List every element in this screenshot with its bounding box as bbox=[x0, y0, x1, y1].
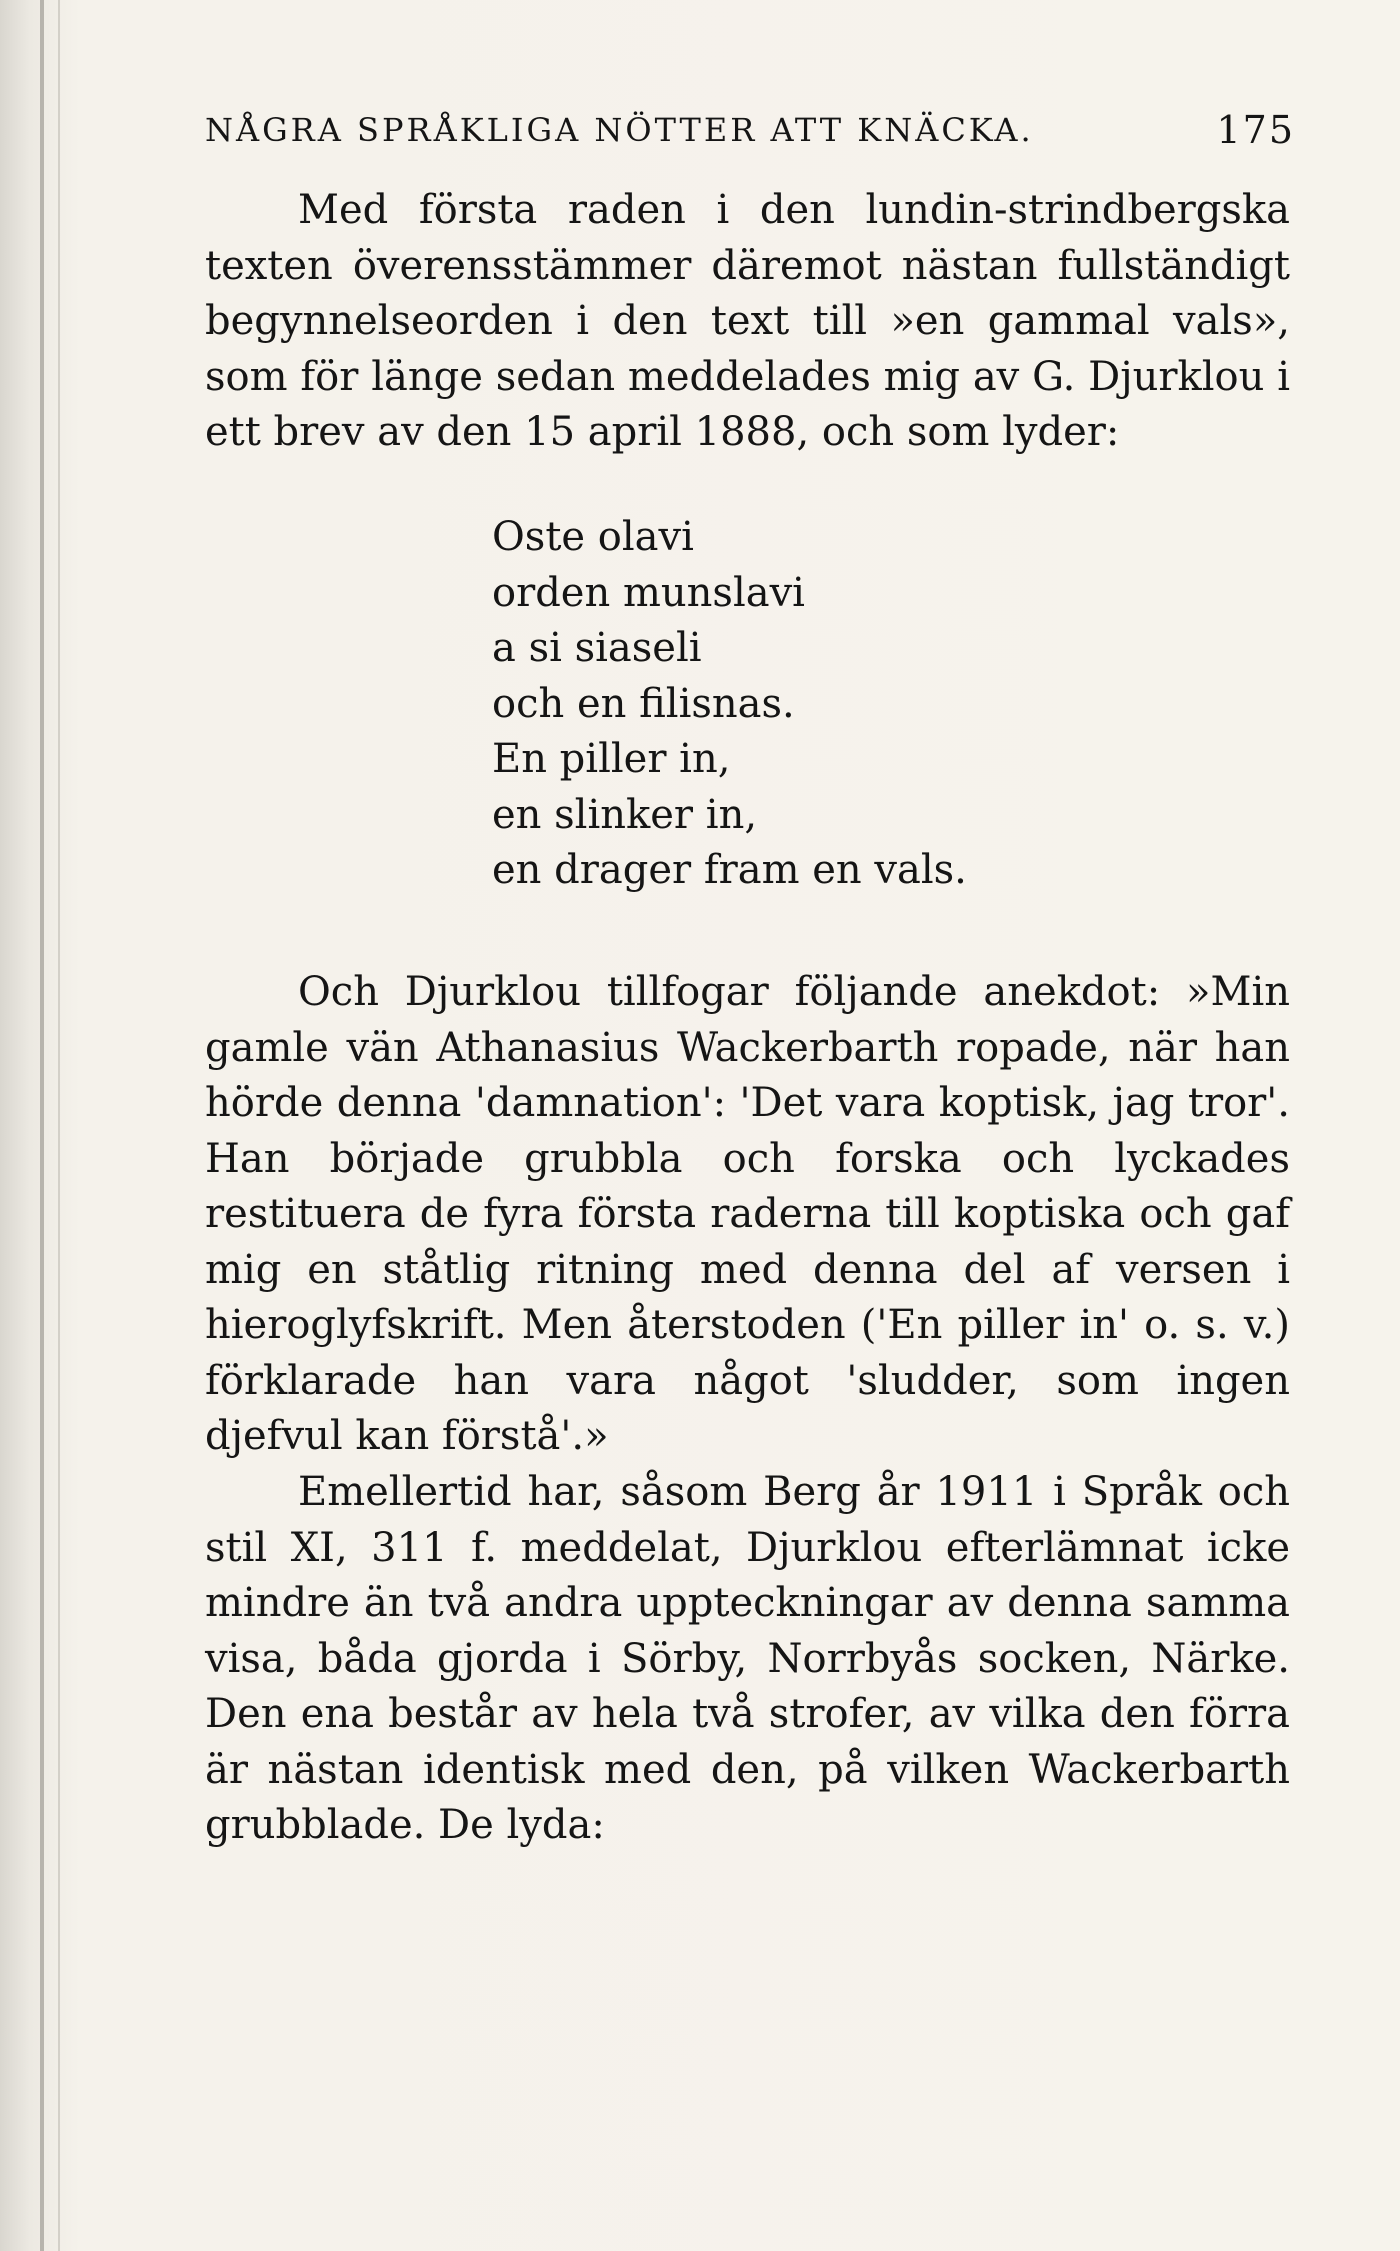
paragraph-1 bbox=[205, 183, 1290, 461]
verse-line: orden munslavi bbox=[492, 569, 805, 616]
verse-line: och en filisnas. bbox=[492, 680, 795, 727]
paragraph-2 bbox=[205, 965, 1290, 1465]
page-header bbox=[205, 100, 1295, 160]
verse-line: en drager fram en vals. bbox=[492, 847, 967, 893]
running-head: NÅGRA SPRÅKLIGA NÖTTER ATT KNÄCKA. bbox=[205, 111, 1034, 149]
verse-line: en slinker in, bbox=[492, 791, 758, 838]
page-number: 175 bbox=[1216, 108, 1295, 152]
verse-line: Oste olavi bbox=[492, 514, 694, 560]
paragraph-3-text: Emellertid har, såsom Berg år 1911 i Språk och stil XI, 311 f. meddelat, Djurklou efterlämnat icke mindre än två andra uppteckningar av denna samma visa, båda gjorda i Sörby, Norrbyås socken, Närke. Den ena består av hela två strofer, av vilka den förra är nästan identisk med den, på vilken Wackerbarth grubblade. De lyda: bbox=[205, 1469, 1290, 1848]
binding-edge-shadow bbox=[58, 0, 60, 2251]
paragraph-1-text: Med första raden i den lundin-strindbergska texten överensstämmer däremot nästan fullständigt begynnelseorden i den text till »en gammal vals», som för länge sedan meddelades mig av G. Djurklou i ett brev av den 15 april 1888, och som lyder: bbox=[205, 187, 1290, 455]
verse-line: En piller in, bbox=[492, 736, 731, 782]
paragraph-2-text: Och Djurklou tillfogar följande anekdot: »Min gamle vän Athanasius Wackerbarth ropade, när han hörde denna 'damnation': 'Det vara koptisk, jag tror'. Han började grubbla och forska och lyckades restituera de fyra första raderna till koptiska och gaf mig en ståtlig ritning med denna del af versen i hieroglyfskrift. Men återstoden ('En piller in' o. s. v.) förklarade han vara något 'sludder, som ingen djefvul kan förstå'.» bbox=[205, 969, 1290, 1459]
paragraph-3 bbox=[205, 1465, 1290, 1854]
binding-edge bbox=[40, 0, 44, 2251]
verse-block bbox=[492, 510, 967, 899]
verse-line: a si siaseli bbox=[492, 625, 702, 671]
